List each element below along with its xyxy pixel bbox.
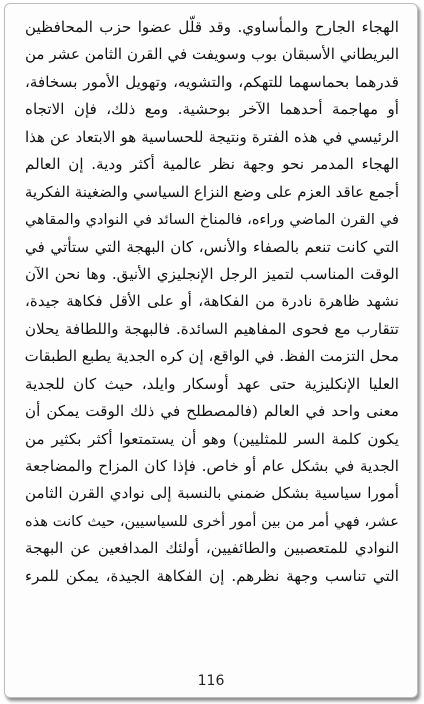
- text-line: التي كانت تنعم بالصفاء والأنس، كان البهجة التي ستأتي في: [25, 237, 399, 256]
- text-line: النوادي للمتعصبين والطائفيين، أولئك المدافعين عن البهجة: [25, 539, 399, 558]
- page-number: 116: [197, 673, 225, 689]
- text-line: الجدية في بشكل عام أو خاص. فإذا كان المزاح والمضاجعة: [25, 457, 399, 475]
- text-line: الهجاء الجارح والمأساوي. وقد قلّل عضوا حزب المحافظين: [25, 18, 399, 36]
- page-body-text: [25, 14, 399, 590]
- text-line: العليا الإنكليزية حتى عهد أوسكار وايلد، حيث كان للجدية: [25, 374, 399, 393]
- text-line: التي تناسب وجهة نظرهم. إن الفكاهة الجيدة، يمكن للمرء: [25, 566, 399, 585]
- text-line: محل التزمت الفظ. في الواقع، إن كره الجدية يطبع الطبقات: [25, 347, 399, 366]
- text-line: الهجاء المدمر نحو وجهة نظر عالمية أكثر ودية. إن العالم: [25, 155, 399, 174]
- text-line: في القرن الماضي وراءه، فالمناخ السائد في النوادي والمقاهي: [25, 211, 399, 229]
- text-line: أمورا سياسية بشكل ضمني بالنسبة إلى نوادي القرن الثامن: [25, 484, 399, 503]
- text-line: الوقت المناسب لتميز الرجل الإنجليزي الأنيق. وها نحن الآن: [25, 264, 399, 283]
- text-line: البريطاني الأسبقان بوب وسويفت في القرن الثامن عشر من: [25, 45, 399, 64]
- text-line: عشر، فهي أمر من بين أمور أخرى للسياسيين، حيث كانت هذه: [25, 512, 399, 530]
- text-line: يكون كلمة السر للمثليين) وهو أن يستمتعوا أكثر بكثير من: [25, 429, 399, 448]
- text-line: أو مهاجمة أحدهما الآخر بوحشية. ومع ذلك، فإن الاتجاه: [25, 100, 399, 119]
- text-line: الرئيسي في هذه الفترة ونتيجة للحساسية هو الابتعاد عن هذا: [25, 127, 399, 146]
- text-line: تتقارب مع فحوى المفاهيم السائدة. فالبهجة واللطافة يحلان: [25, 319, 399, 338]
- text-line: أجمع عاقد العزم على وضع النزاع السياسي والضغينة الفكرية: [25, 182, 399, 201]
- text-line: نشهد ظاهرة نادرة من الفكاهة، أو على الأقل فكاهة جيدة،: [25, 292, 399, 311]
- book-page: [4, 3, 418, 698]
- text-line: معنى واحد في العالم (فالمصطلح في ذلك الوقت يمكن أن: [25, 402, 399, 421]
- text-line: قدرهما بحماسهما للتهكم، والتشويه، وتهويل الأمور بسخافة،: [25, 72, 399, 91]
